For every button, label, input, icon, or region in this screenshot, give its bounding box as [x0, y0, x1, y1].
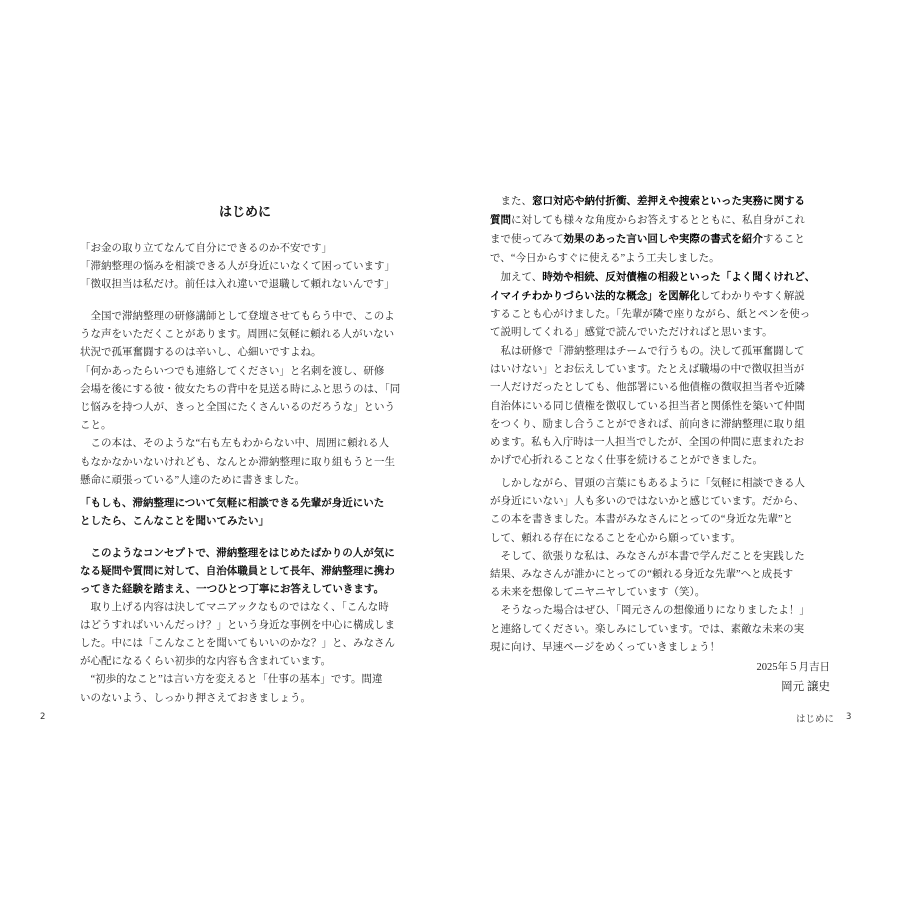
- text-span: まで使ってみて: [490, 234, 564, 246]
- text-line: ってきた経験を踏まえ、一つひとつ丁寧にお答えしていきます。: [80, 583, 385, 596]
- text-line: じ悩みを持つ人が、きっと全国にたくさんいるのだろうな」という: [80, 402, 395, 414]
- text-line: そして、欲張りな私は、みなさんが本書で学んだことを実践した: [490, 550, 805, 562]
- text-line: て説明してくれる」感覚で読んでいただければと思います。: [490, 327, 773, 339]
- highlight-quote: [80, 494, 410, 530]
- text-line: 全国で滞納整理の研修講師として登壇させてもらう中で、このよ: [80, 311, 395, 322]
- text-line: 「もしも、滞納整理について気軽に相談できる先輩が身近にいた: [80, 497, 385, 509]
- text-line: 私は研修で「滞納整理はチームで行うもの。決して孤軍奮闘して: [490, 346, 805, 357]
- page-number: 3: [846, 712, 852, 722]
- emphasis-span: 時効や相続、反対債権の相殺といった「よく聞くけれど、: [542, 270, 816, 283]
- running-head: はじめに: [796, 714, 835, 725]
- emphasis-span: 窓口対応や納付折衝、差押えや捜索といった実務に関する: [532, 195, 805, 207]
- right-page: [450, 0, 900, 900]
- text-line: 現に向け、早速ページをめくっていきましょう！: [490, 641, 721, 653]
- text-line: かげで心折れることなく仕事を続けることができました。: [490, 455, 763, 467]
- text-line: と連絡してください。楽しみにしています。では、素敵な未来の実: [490, 623, 805, 635]
- text-line: うな声をいただくことがあります。周囲に気軽に頼れる人がいない: [80, 329, 395, 341]
- signature-author: 岡元 譲史: [781, 681, 830, 693]
- text-line: 状況で孤軍奮闘するのは辛いし、心細いですよね。: [80, 347, 322, 359]
- intro-paragraphs: [80, 308, 410, 490]
- quote-line: 「徴収担当は私だけ。前任は入れ違いで退職して頼れないんです」: [80, 279, 395, 291]
- chapter-title: はじめに: [218, 205, 271, 220]
- text-span: してわかりやすく解説: [699, 291, 805, 303]
- text-span: に対しても様々な角度からお答えするとともに、私自身がこれ: [511, 215, 805, 227]
- text-line: をつくり、励まし合うことができれば、前向きに滞納整理に取り組: [490, 418, 805, 430]
- concept-section: [80, 544, 410, 708]
- text-line: [490, 268, 830, 287]
- text-span: また、: [490, 196, 532, 207]
- text-line: めます。私も入庁時は一人担当でしたが、全国の仲間に恵まれたお: [490, 437, 805, 449]
- features-paragraphs: [490, 192, 830, 343]
- text-line: この本は、そのような“右も左もわからない中、周囲に頼れる人: [80, 438, 390, 450]
- text-line: このようなコンセプトで、滞納整理をはじめたばかりの人が気に: [80, 547, 395, 559]
- text-line: が心配になるくらい初歩的な内容も含まれています。: [80, 656, 332, 668]
- emphasis-span: イマイチわかりづらい法的な概念」を図解化: [490, 290, 700, 303]
- text-line: 一人だけだったとしても、他部署にいる他債権の徴収担当者や近隣: [490, 382, 805, 394]
- text-line: いのないよう、しっかり押さえておきましょう。: [80, 692, 311, 704]
- text-line: [490, 230, 830, 249]
- text-line: はどうすればいいんだっけ？」という身近な事例を中心に構成しま: [80, 619, 395, 631]
- signature-date: 2025年５月吉日: [756, 662, 830, 673]
- text-line: で、“今日からすぐに使える”よう工夫しました。: [490, 252, 720, 264]
- page-number: 2: [40, 712, 46, 722]
- text-line: 「何かあったらいつでも連絡してください」と名刺を渡し、研修: [80, 365, 385, 377]
- text-line: この本を書きました。本書がみなさんにとっての“身近な先輩”と: [490, 514, 794, 526]
- text-line: 取り上げる内容は決してマニアックなものではなく、「こんな時: [80, 601, 389, 613]
- quote-line: 「滞納整理の悩みを相談できる人が身近にいなくて困っています」: [80, 261, 395, 273]
- text-line: としたら、こんなことを聞いてみたい」: [80, 515, 269, 528]
- text-line: 懸命に頑張っている”人達のために書きました。: [80, 474, 306, 486]
- text-line: することも心がけました。「先輩が隣で座りながら、紙とペンを使っ: [490, 309, 811, 321]
- text-line: “初歩的なこと”は言い方を変えると「仕事の基本」です。間違: [80, 674, 383, 686]
- text-span: すること: [762, 234, 805, 246]
- text-line: なる疑問や質問に対して、自治体職員として長年、滞納整理に携わ: [80, 565, 395, 578]
- closing-paragraphs: [490, 475, 830, 657]
- text-line: した。中には「こんなことを聞いてもいいのかな？」と、みなさん: [80, 638, 395, 650]
- text-span: 加えて、: [490, 271, 543, 283]
- text-line: 自治体にいる同じ債権を徴収している担当者と関係性を築いて仲間: [490, 400, 805, 412]
- text-line: る未来を想像してニヤニヤしています（笑）。: [490, 587, 706, 599]
- text-line: 結果、みなさんが誰かにとっての“頼れる身近な先輩”へと成長す: [490, 569, 794, 581]
- text-line: して、頼れる存在になることを心から願っています。: [490, 532, 741, 544]
- text-line: しかしながら、冒頭の言葉にもあるように「気軽に相談できる人: [490, 478, 805, 489]
- text-line: [490, 192, 830, 211]
- team-paragraph: [490, 343, 830, 470]
- text-line: はいけない」とお伝えしています。たとえば職場の中で徴収担当が: [490, 364, 805, 376]
- text-line: もなかなかいないけれども、なんとか滞納整理に取り組もうと一生: [80, 456, 395, 468]
- text-line: が身近にいない」人も多いのではないかと感じています。だから、: [490, 496, 805, 508]
- text-line: [490, 287, 830, 306]
- text-line: 会場を後にする彼・彼女たちの背中を見送る時にふと思うのは、「同: [80, 383, 401, 395]
- emphasis-span: 質問: [490, 214, 511, 227]
- text-line: [490, 211, 830, 230]
- quote-line: 「お金の取り立てなんて自分にできるのか不安です」: [80, 243, 332, 254]
- opening-quotes: [80, 240, 410, 295]
- emphasis-span: 効果のあった言い回しや実際の書式を紹介: [563, 233, 763, 246]
- text-line: そうなった場合はぜひ、「岡元さんの想像通りになりましたよ！」: [490, 605, 810, 617]
- text-line: こと。: [80, 420, 112, 432]
